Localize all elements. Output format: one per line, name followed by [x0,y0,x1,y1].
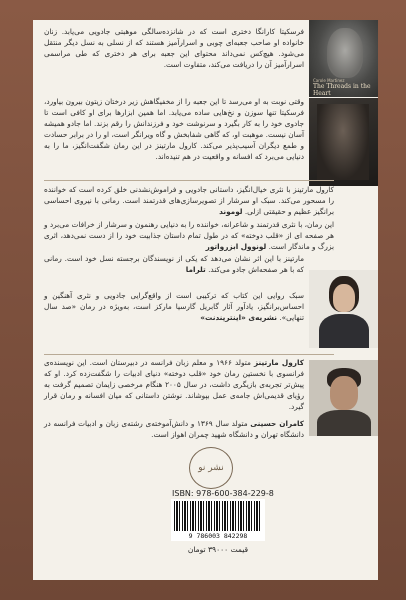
translator-name: کامران حسینی [250,419,304,428]
divider [44,354,334,355]
review-text: این رمان، با نثری قدرتمند و شاعرانه، خواننده را به دنیایی رهنمون و سرشار از خرافات می‌برد و هر صفحه ای از «قلب دوخته» که در طول تمام داستان جذابیت خود را از دست نمی‌دهد، اثری بزرگ و ماندگار است. [44,220,334,251]
translator-bio [44,418,304,440]
body-shape [317,410,371,436]
book-cover-thumbnail-detail [309,98,378,186]
review-text: مارتینز با این اثر نشان می‌دهد که یکی از نویسندگان برجسته نسل خود است. رمانی که با هر صفحه‌اش جادو می‌کند. [44,254,304,274]
barcode-bars [174,501,262,531]
translator-bio-text: متولد سال ۱۳۶۹ و دانش‌آموخته‌ی رشته‌ی زبان و ادبیات فرانسه در دانشگاه تهران و دانشگاه شهید چمران اهواز است. [44,419,304,439]
body-shape [319,314,369,348]
thumbnail-author: Carole Martinez [313,78,345,83]
translator-photo [309,360,378,436]
review-paragraph-1 [44,184,334,217]
review-text: کارول مارتینز با نثری خیال‌انگیز، داستانی جادویی و فراموش‌نشدنی خلق کرده است که خواننده را مسحور می‌کند. سبک او سرشار از تصویرسازی‌های قدرتمند است. رمانی با نیروی احساسی برانگیز عظیم و حقیقتی ازلی. [44,185,334,216]
review-source: تلراما [185,265,206,274]
author-bio [44,357,304,412]
isbn-label: ISBN: 978-600-384-229-8 [172,489,274,498]
portrait-shape [317,104,369,180]
review-paragraph-4 [44,290,304,323]
author-photo [309,270,378,348]
author-name: کارول مارتینز [253,358,304,367]
synopsis-paragraph-2: وقتی نوبت به او می‌رسد تا این جعبه را از مخفیگاهش زیر درختان زیتون بیرون بیاورد، فرسکیتا تنها سوزن و نخ‌هایی ساده می‌یابد. اما همین ابزارها برای او کافی است تا جادوی خود را به کار بگیرد و سرنوشت خود و فرزندانش را رقم بزند. اما جادو همیشه آسان نیست. موهبت او، که گاهی شفابخش و گاه ویرانگر است، او را در برابر حسادت و طمع دیگران آسیب‌پذیر می‌کند. کارول مارتینز در این رمان شگفت‌انگیز، ما را به دنیایی می‌برد که افسانه و واقعیت در هم تنیده‌اند. [44,97,304,161]
portrait-shape [327,28,363,78]
publisher-logo-text: نشر نو [198,463,224,473]
face-shape [333,284,355,312]
publisher-logo [189,447,233,489]
thumbnail-title: The Threads in the Heart [313,83,371,97]
review-source: نشریه‌ی «اینترپندنت» [200,313,277,322]
review-text: سبک روایی این کتاب که ترکیبی است از واقع‌گرایی جادویی و نثری آهنگین و احساس‌برانگیز، یادآور آثار گابریل گارسیا مارکز است، به‌ویژه در رمان «صد سال تنهایی». [44,291,304,322]
face-shape [330,376,358,410]
synopsis-paragraph-1: فرسکیتا کارانگا دختری است که در شانزده‌سالگی موهبتی جادویی می‌یابد. زنان خانواده او صاحب جعبه‌ای چوبی و اسرارآمیز هستند که از نسلی به نسل دیگر منتقل می‌شود. هیچ‌کس نمی‌داند محتوای این جعبه برای هر دختری که طی مراسمی اسرارآمیز آن را دریافت می‌کند، متفاوت است. [44,27,304,69]
review-source: لوموند [219,207,243,216]
book-cover-thumbnail [309,20,378,97]
divider [44,180,334,181]
review-source: لونوول ابزرواتور [205,242,267,251]
price-label: قیمت ۳۹۰۰۰ تومان [187,545,249,554]
review-paragraph-2 [44,219,334,252]
barcode-digits: 9 786003 842298 [188,532,248,540]
barcode [171,499,265,541]
author-bio-text: متولد ۱۹۶۶ و معلم زبان فرانسه در دبیرستان است. این نویسنده‌ی فرانسوی با نخستین رمان خود «قلب دوخته» دنیای ادبیات را شگفت‌زده کرد. او که پیش‌تر تجربه‌ی بازیگری داشت، در سال ۲۰۰۵ هنگام مرخصی زایمان تصمیم گرفت به رؤیای قدیمی‌اش جامه‌ی عمل بپوشاند. نوشتن داستانی که میان افسانه و رمان قرار گیرد. [44,358,304,411]
review-paragraph-3 [44,253,304,275]
